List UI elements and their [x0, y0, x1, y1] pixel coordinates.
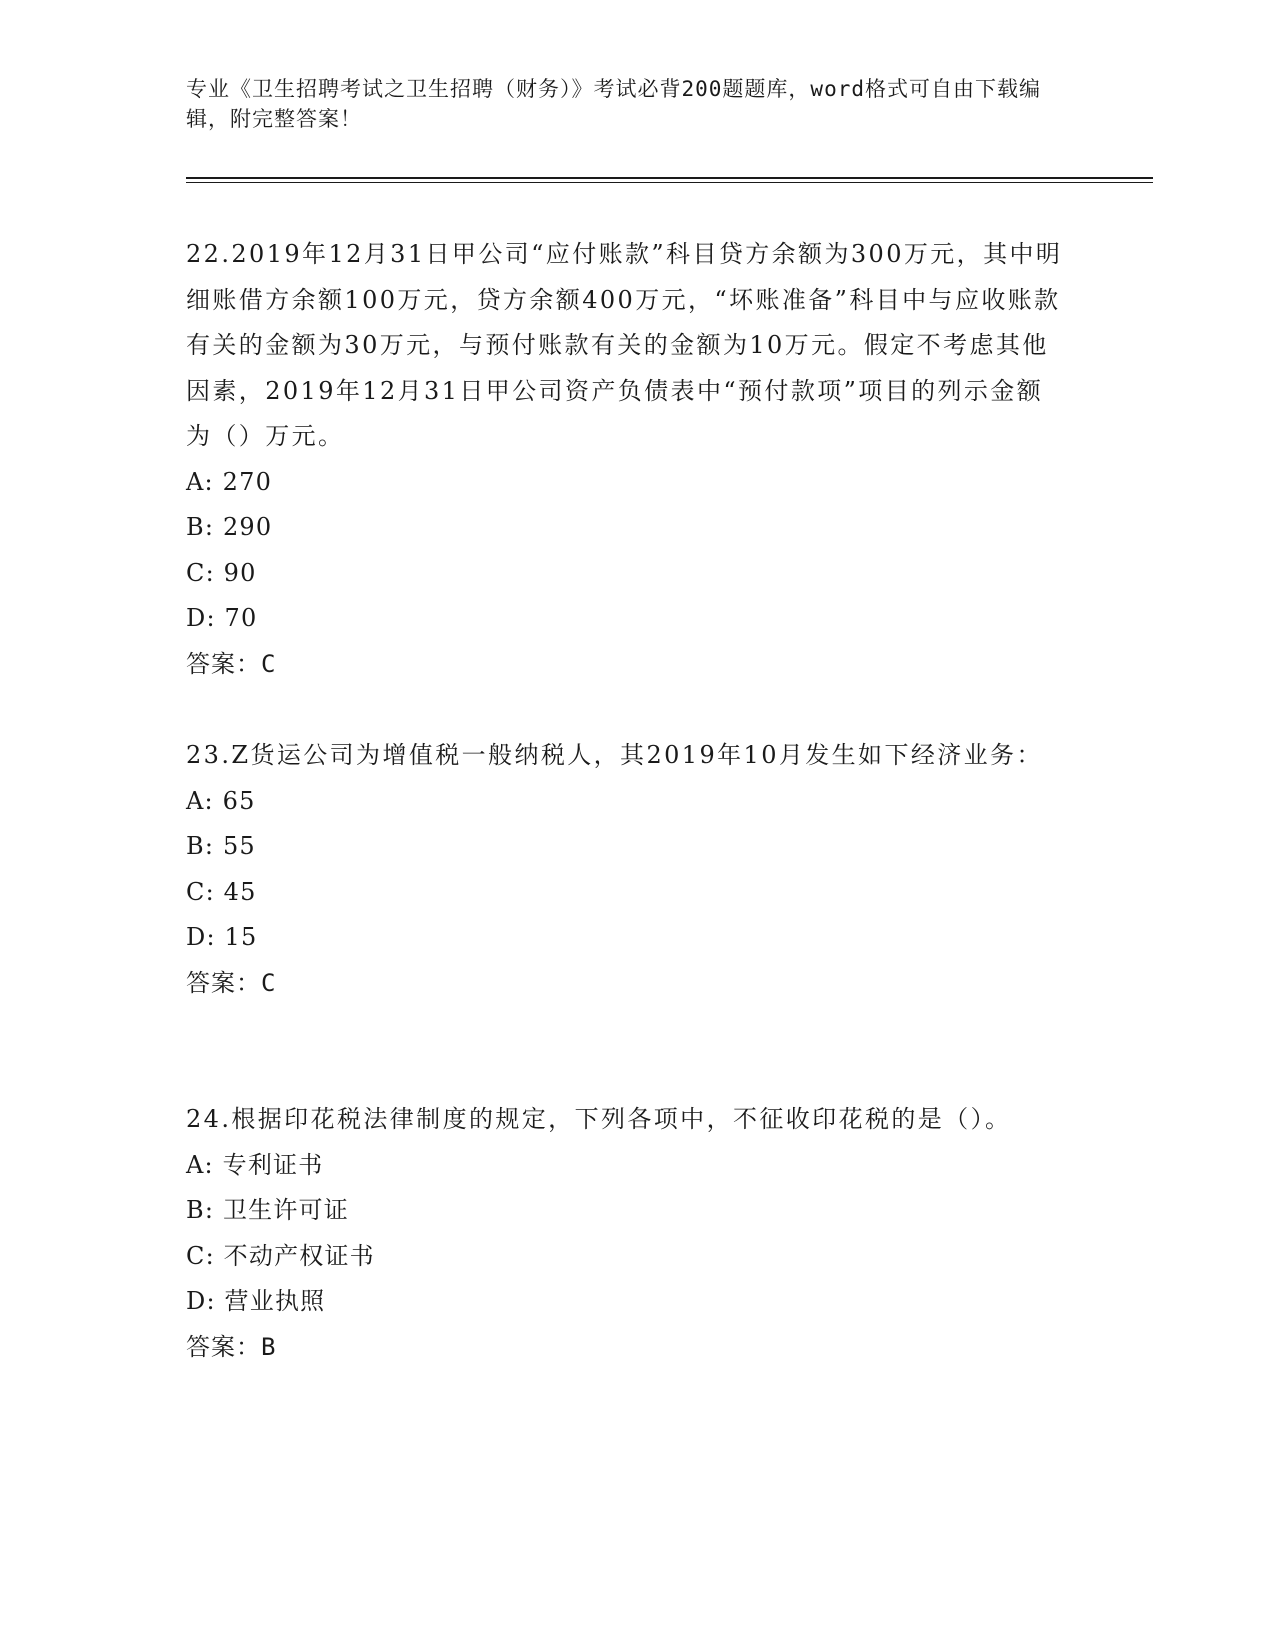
option-d: D: 15 [186, 923, 258, 951]
answer: 答案：B [186, 1332, 277, 1361]
option-b: B: 卫生许可证 [186, 1196, 349, 1224]
question-22 [186, 232, 1066, 687]
question-24 [186, 1097, 1066, 1370]
page-header: 专业《卫生招聘考试之卫生招聘（财务）》考试必背200题题库，word格式可自由下载编辑，附完整答案！ [186, 77, 1041, 131]
option-d: D: 营业执照 [186, 1287, 326, 1315]
question-23 [186, 733, 1066, 1006]
option-b: B: 290 [186, 513, 273, 541]
question-text: 23.Z货运公司为增值税一般纳税人，其2019年10月发生如下经济业务： [186, 741, 1043, 769]
answer: 答案：C [186, 649, 277, 678]
question-text: 22.2019年12月31日甲公司“应付账款”科目贷方余额为300万元，其中明细账借方余额100万元，贷方余额400万元，“坏账准备”科目中与应收账款有关的金额为30万元，与预付账款有关的金额为10万元。假定不考虑其他因素，2019年12月31日甲公司资产负债表中“预付款项”项目的列示金额为（）万元。 [186, 240, 1063, 450]
option-a: A: 270 [186, 467, 273, 496]
option-c: C: 45 [186, 877, 257, 906]
option-a: A: 65 [186, 786, 256, 815]
header-divider [186, 177, 1153, 183]
option-b: B: 55 [186, 832, 256, 860]
question-text: 24.根据印花税法律制度的规定，下列各项中，不征收印花税的是（）。 [186, 1105, 1012, 1133]
option-d: D: 70 [186, 604, 258, 632]
option-c: C: 90 [186, 558, 257, 587]
answer: 答案：C [186, 968, 277, 997]
option-c: C: 不动产权证书 [186, 1241, 375, 1270]
option-a: A: 专利证书 [186, 1150, 324, 1179]
